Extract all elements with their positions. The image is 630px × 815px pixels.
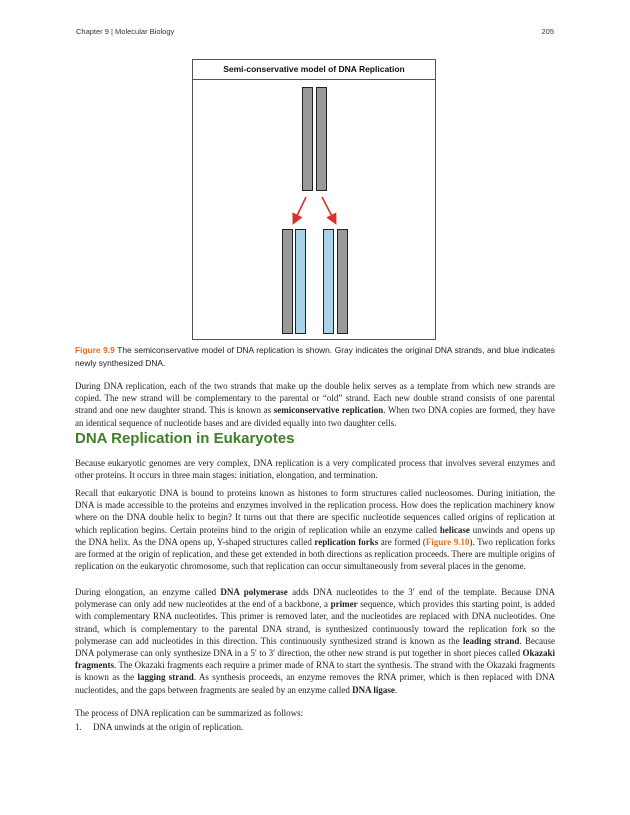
- text-run: Because eukaryotic genomes are very complex, DNA replication is a very complicated process that involves several enzymes and other proteins. It occurs in three main stages: initiation, elongation, and termination.: [75, 458, 555, 481]
- text-run: . The Okazaki fragments each require a primer made of RNA to start the synthesis. The strand with the Okazaki fragments is known as the: [75, 660, 555, 683]
- term-dna-ligase: DNA ligase: [352, 684, 395, 695]
- text-run: unwinds and opens up the DNA helix. As the DNA opens up, Y-shaped structures called: [75, 524, 555, 547]
- term-lagging-strand: lagging strand: [137, 672, 194, 683]
- arrow-right: [322, 197, 335, 222]
- term-primer: primer: [330, 599, 358, 610]
- term-dna-polymerase: DNA polymerase: [220, 587, 288, 597]
- term-helicase: helicase: [439, 524, 470, 535]
- daughter2-original-strand: [337, 229, 348, 334]
- daughter1-new-strand: [295, 229, 306, 334]
- text-run: During elongation, an enzyme called: [75, 587, 221, 597]
- text-run: During DNA replication, each of the two strands that make up the double helix serves as a template from which new strands are copied. The new strand will be complementary to the parental or “old” strand. Each new double strand consists of one parental strand and one new daughter strand. This is known as: [75, 381, 555, 416]
- term-replication-forks: replication forks: [314, 536, 379, 547]
- section-heading: DNA Replication in Eukaryotes: [75, 430, 295, 447]
- paragraph-elongation: [75, 586, 555, 696]
- figure-label: Figure 9.9: [75, 345, 115, 355]
- text-run: adds DNA nucleotides to the 3′ end of the template. Because DNA polymerase can only add new nucleotides at the end of a backbone, a: [75, 587, 556, 610]
- term-leading-strand: leading strand: [463, 635, 520, 646]
- figure-title: Semi-conservative model of DNA Replication: [193, 60, 435, 80]
- text-run: . Because DNA polymerase can only synthesize DNA in a 5′ to 3′ direction, the other new strand is put together in short pieces called: [75, 635, 556, 659]
- text-run: Recall that eukaryotic DNA is bound to proteins known as histones to form structures called nucleosomes. During initiation, the DNA is made accessible to the proteins and enzymes involved in the replication process. How does the replication machinery know where on the DNA double helix to begin? It turns out that there are specific nucleotide sequences called origins of replication at which replication begins. Certain proteins bind to the origin of replication while an enzyme called: [75, 488, 555, 535]
- text-run: The process of DNA replication can be summarized as follows:: [75, 708, 304, 718]
- daughter1-original-strand: [282, 229, 293, 334]
- paragraph-semiconservative: [75, 380, 555, 429]
- daughter2-new-strand: [323, 229, 334, 334]
- text-run: ). Two replication forks are formed at the origin of replication, and these get extended in both directions as replication proceeds. There are multiple origins of replication on the eukaryotic chromosome, such that replication can occur simultaneously from several places in the genome.: [75, 536, 555, 572]
- text-run: sequence, which provides this starting point, is added with complementary RNA nucleotides. This primer is removed later, and the nucleotides are replaced with DNA nucleotides. One strand, which is complementary to the parental DNA strand, is synthesized continuously toward the replication fork so the polymerase can add nucleotides in this direction. This continuously synthesized strand is known as the: [75, 599, 556, 646]
- arrow-left: [294, 197, 306, 222]
- list-item: [75, 722, 243, 732]
- paragraph-eukaryotic-intro: [75, 457, 555, 481]
- paragraph-summary-intro: [75, 707, 555, 719]
- list-text: DNA unwinds at the origin of replication.: [93, 722, 244, 732]
- replication-arrows: [193, 60, 437, 341]
- caption-text: The semiconservative model of DNA replication is shown. Gray indicates the original DNA strands, and blue indicates newly synthesized DNA.: [75, 345, 555, 368]
- term-semiconservative-replication: semiconservative replication: [273, 405, 384, 416]
- text-run: .: [394, 684, 398, 695]
- steps-list: [75, 722, 243, 732]
- text-run: are formed (: [378, 536, 426, 547]
- text-run: . When two DNA copies are formed, they have an identical sequence of nucleotide bases and are divided equally into two daughter cells.: [75, 405, 556, 428]
- text-run: . As synthesis proceeds, an enzyme removes the RNA primer, which is then replaced with DNA nucleotides, and the gaps between fragments are sealed by an enzyme called: [75, 672, 555, 695]
- paragraph-initiation: [75, 487, 555, 572]
- chapter-title: Chapter 9 | Molecular Biology: [76, 27, 175, 36]
- page-number: 205: [541, 27, 554, 36]
- figure-diagram: [192, 59, 436, 340]
- term-okazaki-fragments: Okazaki fragments: [75, 648, 555, 671]
- figure-caption: [75, 344, 555, 369]
- list-number: 1.: [75, 722, 82, 732]
- figure-reference-link[interactable]: Figure 9.10: [425, 536, 470, 547]
